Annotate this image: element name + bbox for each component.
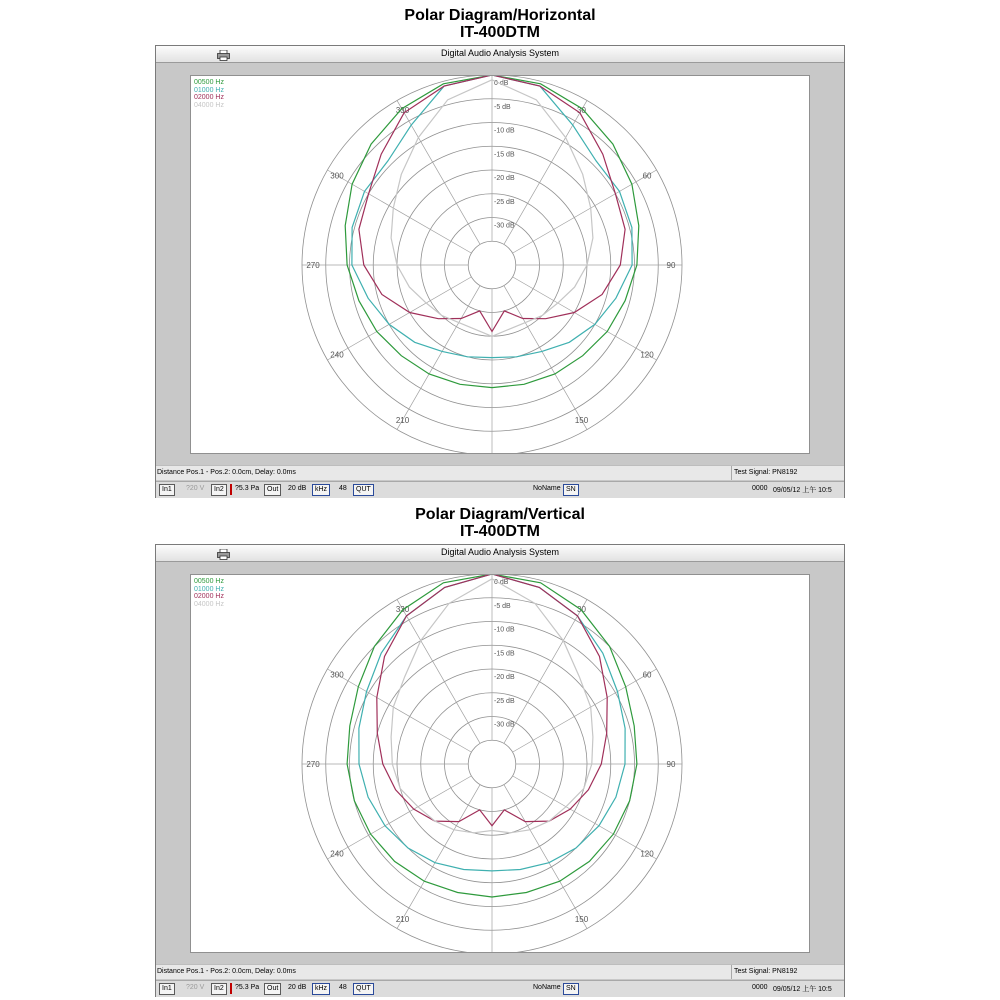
legend-item-500hz: 00500 Hz [194, 79, 224, 86]
db-tick-label: -30 dB [494, 222, 515, 230]
khz-button[interactable]: kHz [312, 983, 330, 995]
angle-tick-label: 240 [330, 350, 344, 360]
counter-readout: 0000 [752, 984, 768, 991]
angle-tick-label: 330 [395, 105, 410, 115]
pressure-readout: ?5.3 Pa [235, 984, 260, 991]
db-tick-label: -5 dB [494, 103, 511, 111]
legend-item-2000hz: 02000 Hz [194, 593, 224, 600]
grid-spoke [504, 599, 587, 743]
info-bar [156, 465, 844, 480]
angle-tick-label: 150 [574, 416, 589, 426]
analyzer-window [155, 544, 845, 997]
gain-readout: 20 dB [288, 485, 307, 492]
angle-tick-label: 60 [642, 670, 652, 680]
db-tick-label: -15 dB [494, 151, 515, 159]
legend-item-4000hz: 04000 Hz [194, 101, 224, 109]
datetime-readout: 09/05/12 上午 10:5 [773, 487, 832, 494]
window-titlebar [156, 545, 844, 562]
grid-spoke [397, 599, 480, 743]
db-tick-label: -10 dB [494, 127, 515, 135]
in1-button[interactable]: In1 [159, 484, 175, 496]
voltage-readout: ?20 V [186, 485, 205, 492]
legend-item-4000hz: 04000 Hz [194, 600, 224, 608]
polar-chart [190, 574, 810, 953]
grid-spoke [397, 286, 480, 430]
legend-item-2000hz: 02000 Hz [194, 94, 224, 101]
angle-tick-label: 300 [330, 171, 344, 181]
distance-info: Distance Pos.1 - Pos.2: 0.0cm, Delay: 0.0ms [157, 968, 296, 975]
grid-spoke [327, 776, 471, 859]
legend [194, 79, 224, 109]
angle-tick-label: 30 [577, 604, 586, 614]
polar-chart-svg [191, 575, 809, 952]
angle-tick-label: 120 [640, 350, 654, 360]
angle-tick-label: 210 [395, 416, 410, 426]
khz-button[interactable]: kHz [312, 484, 330, 496]
status-bar [156, 481, 844, 498]
device-name: NoName [533, 485, 561, 492]
legend-item-1000hz: 01000 Hz [194, 86, 224, 94]
angle-tick-label: 30 [577, 105, 586, 115]
grid-ring [468, 241, 516, 289]
chart-subtitle: IT-400DTM [459, 523, 540, 540]
out-button[interactable]: Out [264, 484, 281, 496]
angle-tick-label: 90 [666, 760, 676, 769]
in2-button[interactable]: In2 [211, 983, 227, 995]
datetime-readout: 09/05/12 上午 10:5 [773, 986, 832, 993]
window-title: Digital Audio Analysis System [440, 547, 560, 557]
grid-spoke [397, 100, 480, 244]
angle-tick-label: 210 [395, 915, 410, 925]
legend [194, 578, 224, 608]
window-title: Digital Audio Analysis System [440, 48, 560, 58]
chart-title: Polar Diagram/Horizontal [404, 7, 596, 24]
db-tick-label: -15 dB [494, 650, 515, 658]
device-name: NoName [533, 984, 561, 991]
angle-tick-label: 330 [395, 604, 410, 614]
counter-readout: 0000 [752, 485, 768, 492]
level-indicator [230, 484, 232, 495]
angle-tick-label: 270 [306, 261, 320, 270]
distance-info: Distance Pos.1 - Pos.2: 0.0cm, Delay: 0.0ms [157, 469, 296, 476]
grid-spoke [504, 286, 587, 430]
gain-readout: 20 dB [288, 984, 307, 991]
level-indicator [230, 983, 232, 994]
grid-spoke [504, 100, 587, 244]
in2-button[interactable]: In2 [211, 484, 227, 496]
info-bar [156, 964, 844, 979]
channel-readout: 48 [339, 485, 347, 492]
db-tick-label: 0 dB [494, 579, 509, 586]
out-button[interactable]: Out [264, 983, 281, 995]
qut-button[interactable]: QUT [353, 484, 374, 496]
analyzer-window [155, 45, 845, 498]
db-tick-label: 0 dB [494, 80, 509, 87]
polar-chart [190, 75, 810, 454]
test-signal: Test Signal: PN8192 [734, 469, 798, 476]
grid-spoke [397, 785, 480, 929]
db-tick-label: -25 dB [494, 198, 515, 206]
sn-button[interactable]: SN [563, 983, 579, 995]
channel-readout: 48 [339, 984, 347, 991]
angle-tick-label: 300 [330, 670, 344, 680]
grid-spoke [513, 776, 657, 859]
chart-subtitle: IT-400DTM [459, 24, 540, 41]
test-signal: Test Signal: PN8192 [734, 968, 798, 975]
sn-button[interactable]: SN [563, 484, 579, 496]
angle-tick-label: 90 [666, 261, 676, 270]
db-tick-label: -10 dB [494, 626, 515, 634]
angle-tick-label: 240 [330, 849, 344, 859]
legend-item-500hz: 00500 Hz [194, 578, 224, 585]
db-tick-label: -20 dB [494, 175, 515, 182]
in1-button[interactable]: In1 [159, 983, 175, 995]
grid-ring [468, 740, 516, 788]
polar-chart-svg [191, 76, 809, 453]
chart-title: Polar Diagram/Vertical [415, 506, 585, 523]
angle-tick-label: 150 [574, 915, 589, 925]
window-titlebar [156, 46, 844, 63]
qut-button[interactable]: QUT [353, 983, 374, 995]
db-tick-label: -5 dB [494, 602, 511, 610]
grid-spoke [504, 785, 587, 929]
polar-panel-vertical [0, 499, 1000, 999]
angle-tick-label: 60 [642, 171, 652, 181]
status-bar [156, 980, 844, 997]
divider [731, 466, 732, 480]
angle-tick-label: 120 [640, 849, 654, 859]
db-tick-label: -25 dB [494, 697, 515, 705]
legend-item-1000hz: 01000 Hz [194, 585, 224, 593]
divider [731, 965, 732, 979]
pressure-readout: ?5.3 Pa [235, 485, 260, 492]
db-tick-label: -30 dB [494, 721, 515, 729]
db-tick-label: -20 dB [494, 674, 515, 681]
angle-tick-label: 270 [306, 760, 320, 769]
voltage-readout: ?20 V [186, 984, 205, 991]
